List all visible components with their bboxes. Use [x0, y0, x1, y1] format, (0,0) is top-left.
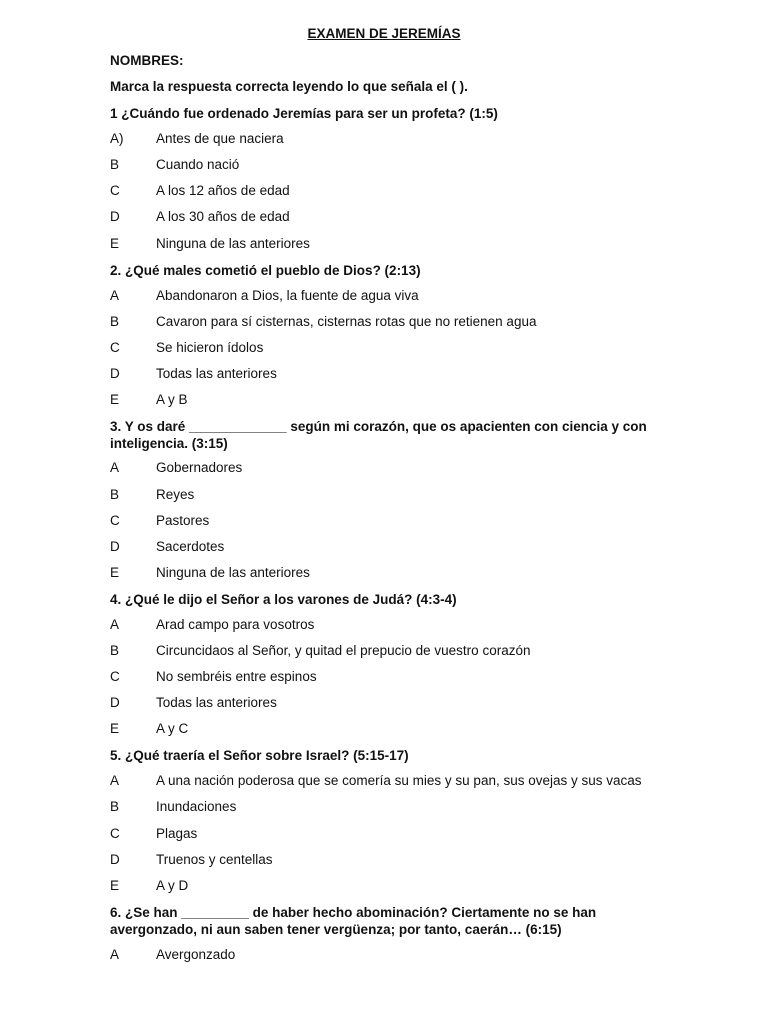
- option-letter: C: [110, 669, 120, 684]
- option-text: Reyes: [156, 487, 195, 502]
- option-letter: D: [110, 695, 120, 710]
- option-text: Sacerdotes: [156, 539, 225, 554]
- option-letter: D: [110, 539, 120, 554]
- option-letter: C: [110, 183, 120, 198]
- option-text: Se hicieron ídolos: [156, 340, 264, 355]
- option-letter: D: [110, 852, 120, 867]
- option-letter: A: [110, 288, 120, 303]
- option-letter: A: [110, 773, 120, 788]
- option-text: Inundaciones: [156, 799, 237, 814]
- option-letter: D: [110, 366, 120, 381]
- option-text: Pastores: [156, 513, 210, 528]
- option-text: Avergonzado: [156, 947, 236, 962]
- option-letter: E: [110, 721, 120, 736]
- option-text: A una nación poderosa que se comería su mies y su pan, sus ovejas y sus vacas: [156, 773, 642, 788]
- option-letter: D: [110, 209, 120, 224]
- option-text: Abandonaron a Dios, la fuente de agua viva: [156, 288, 419, 303]
- option-text: A los 30 años de edad: [156, 209, 290, 224]
- option-text: Ninguna de las anteriores: [156, 236, 310, 251]
- option-text: A los 12 años de edad: [156, 183, 290, 198]
- question-3: 3. Y os daré _____________ según mi corazón, que os apacienten con ciencia y con inteligencia. (3:15): [110, 419, 647, 451]
- option-letter: B: [110, 157, 120, 172]
- option-letter: E: [110, 565, 120, 580]
- question-6: 6. ¿Se han _________ de haber hecho abominación? Ciertamente no se han avergonzado, ni aun saben tener vergüenza; por tanto, caerán… (6:15): [110, 905, 597, 937]
- option-letter: E: [110, 878, 120, 893]
- question-1: 1 ¿Cuándo fue ordenado Jeremías para ser un profeta? (1:5): [110, 106, 498, 121]
- option-letter: B: [110, 643, 120, 658]
- option-letter: C: [110, 340, 120, 355]
- option-text: Cuando nació: [156, 157, 240, 172]
- option-text: Plagas: [156, 826, 198, 841]
- option-text: Ninguna de las anteriores: [156, 565, 310, 580]
- option-letter: A: [110, 947, 120, 962]
- option-letter: A): [110, 131, 124, 146]
- option-text: A y B: [156, 392, 188, 407]
- option-letter: A: [110, 460, 120, 475]
- option-letter: B: [110, 799, 120, 814]
- question-5: 5. ¿Qué traería el Señor sobre Israel? (5:15-17): [110, 748, 409, 763]
- option-text: Gobernadores: [156, 460, 243, 475]
- option-text: Todas las anteriores: [156, 366, 277, 381]
- option-letter: B: [110, 487, 120, 502]
- option-letter: E: [110, 236, 120, 251]
- option-letter: C: [110, 513, 120, 528]
- option-letter: B: [110, 314, 120, 329]
- exam-title: EXAMEN DE JEREMÍAS: [307, 26, 461, 41]
- option-text: Cavaron para sí cisternas, cisternas rotas que no retienen agua: [156, 314, 537, 329]
- option-text: Antes de que naciera: [156, 131, 284, 146]
- option-text: No sembréis entre espinos: [156, 669, 317, 684]
- option-text: A y C: [156, 721, 189, 736]
- option-letter: E: [110, 392, 120, 407]
- option-text: Arad campo para vosotros: [156, 617, 315, 632]
- option-text: Circuncidaos al Señor, y quitad el prepucio de vuestro corazón: [156, 643, 531, 658]
- option-text: A y D: [156, 878, 189, 893]
- option-text: Truenos y centellas: [156, 852, 273, 867]
- nombres-label: NOMBRES:: [110, 53, 184, 68]
- option-letter: A: [110, 617, 120, 632]
- option-letter: C: [110, 826, 120, 841]
- question-2: 2. ¿Qué males cometió el pueblo de Dios? (2:13): [110, 263, 421, 278]
- option-text: Todas las anteriores: [156, 695, 277, 710]
- instructions: Marca la respuesta correcta leyendo lo que señala el ( ).: [110, 79, 468, 94]
- question-4: 4. ¿Qué le dijo el Señor a los varones de Judá? (4:3-4): [110, 592, 457, 607]
